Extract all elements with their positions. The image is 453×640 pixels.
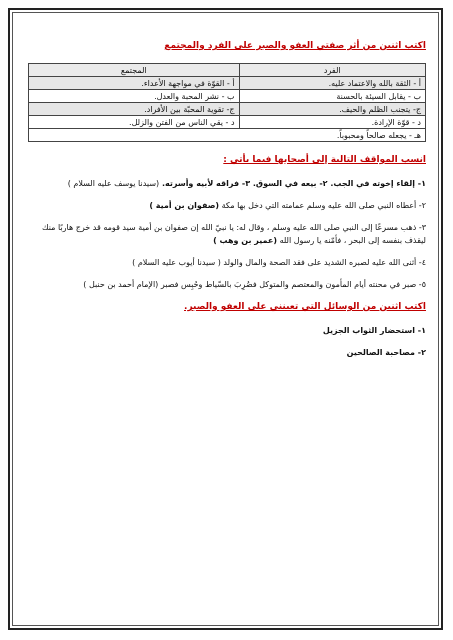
individual-cell: ب - يقابل السيئة بالحسنة bbox=[239, 90, 425, 103]
section2-heading: انسب المواقف التالية إلى أصحابها فيما يأتي : bbox=[223, 155, 426, 165]
situation-text: ٥- صبر في محنته أيام المأمون والمعتصم والمتوكل فضُرِبَ بالسّياط وحُبِس فصبر bbox=[160, 280, 426, 289]
individual-cell: ج- يتجنب الظلم والحيف. bbox=[239, 103, 425, 116]
worksheet-content bbox=[28, 40, 426, 368]
situation-text: ١- إلقاء إخوته في الجب. ٢- بيعه في السوق. ٣- فراقه لأبيه وأسرته. bbox=[161, 179, 426, 188]
situation-item-5 bbox=[28, 278, 426, 291]
situation-text: ٤- أثنى الله عليه لصبره الشديد على فقد الصحة والمال والولد bbox=[223, 258, 426, 267]
table-footer-row bbox=[29, 129, 426, 142]
situation-person: (صفوان بن أمية ) bbox=[149, 201, 220, 210]
means-item-2: ٢- مصاحبة الصالحين bbox=[346, 348, 426, 357]
table-row bbox=[29, 90, 426, 103]
society-cell: ب - نشر المحبة والعدل. bbox=[29, 90, 240, 103]
situation-person: (الإمام أحمد بن حنبل ) bbox=[83, 280, 159, 289]
situation-person: (عمير بن وهب ) bbox=[213, 236, 278, 245]
section3-heading: اكتب اثنين من الوسائل التي تعينني على العفو والصبر. bbox=[184, 302, 426, 312]
col-individual-header: الفرد bbox=[239, 64, 425, 77]
society-cell: د - يقي الناس من الفتن والزلل. bbox=[29, 116, 240, 129]
means-item-1: ١- استحضار الثواب الجزيل bbox=[322, 326, 426, 335]
society-cell: ج- تقوية المحبّة بين الأفراد. bbox=[29, 103, 240, 116]
table-row bbox=[29, 103, 426, 116]
individual-cell: د - قوّة الإرادة. bbox=[239, 116, 425, 129]
table-row bbox=[29, 116, 426, 129]
effects-table bbox=[28, 63, 426, 142]
footer-cell: هـ - يجعله صالحاً ومحبوباً. bbox=[29, 129, 426, 142]
situation-item-3 bbox=[28, 221, 426, 247]
situation-text: ٢- أعطاه النبي صلى الله عليه وسلم عمامته التي دخل بها مكة bbox=[221, 201, 426, 210]
situation-text: ٣- ذهب مسرعًا إلى النبي صلى الله عليه وسلم ، وقال له: يا نبيّ الله إن صفوان بن أمية سيد قومه قد خرج هاربًا منك ليقذف بنفسه إلى البحر ، فأمّنه يا رسول الله bbox=[42, 223, 426, 245]
col-society-header: المجتمع bbox=[29, 64, 240, 77]
situation-person: ( سيدنا أيوب عليه السلام ) bbox=[132, 258, 221, 267]
society-cell: أ - القوّة في مواجهة الأعداء. bbox=[29, 77, 240, 90]
situation-person: (سيدنا يوسف عليه السلام ) bbox=[67, 179, 160, 188]
situation-item-1 bbox=[28, 177, 426, 190]
section1-heading: اكتب اثنين من أثر صفتي العفو والصبر على الفرد والمجتمع bbox=[164, 41, 426, 51]
table-header-row bbox=[29, 64, 426, 77]
situation-item-2 bbox=[28, 199, 426, 212]
individual-cell: أ - الثقة بالله والاعتماد عليه. bbox=[239, 77, 425, 90]
table-row bbox=[29, 77, 426, 90]
situation-item-4 bbox=[28, 256, 426, 269]
